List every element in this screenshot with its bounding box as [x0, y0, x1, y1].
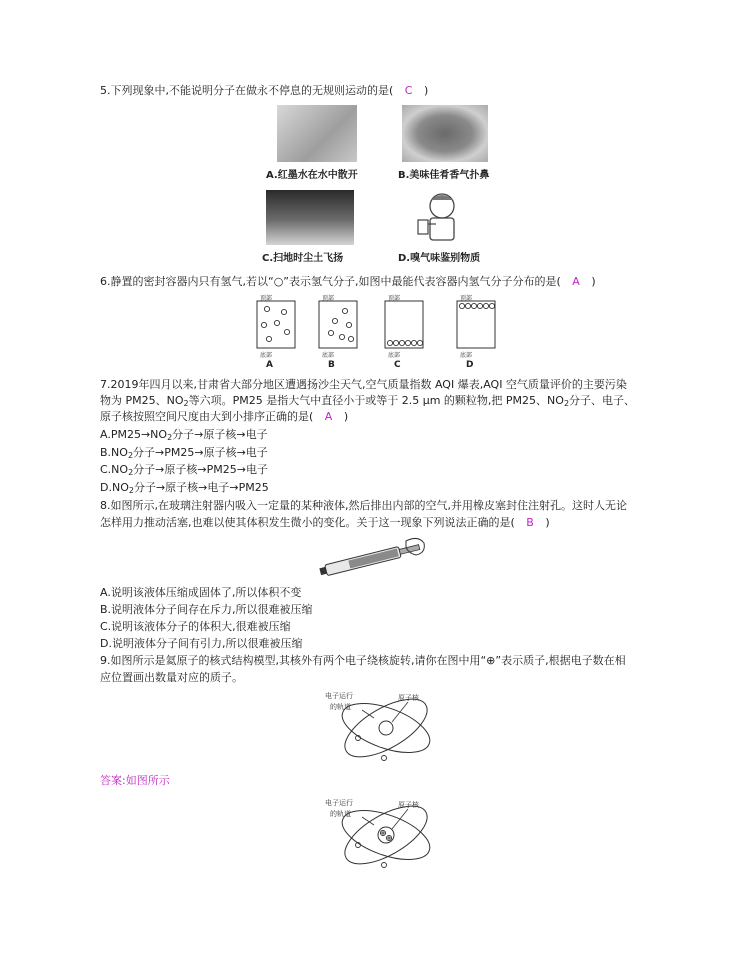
q9-line2: 应位置画出数量对应的质子。: [100, 671, 243, 684]
q5-option-b: B.美味佳肴香气扑鼻: [398, 170, 490, 181]
q5-answer: C: [404, 84, 413, 97]
label-orbit-2: 的轨道: [330, 703, 351, 711]
label-bottom-d: 底部: [460, 352, 473, 359]
q8-option-b: B.说明液体分子间存在斥力,所以很难被压缩: [100, 603, 313, 616]
q8-line1: 8.如图所示,在玻璃注射器内吸入一定量的某种液体,然后排出内部的空气,并用橡皮塞封住注射孔。这时人无论: [100, 499, 627, 512]
q7-answer: A: [324, 410, 333, 423]
q5-option-d: D.嗅气味鉴别物质: [398, 253, 481, 264]
nucleus: [378, 827, 394, 843]
q8-line2: 怎样用力推动活塞,也难以使其体积发生微小的变化。关于这一现象下列说法正确的是( B ): [100, 516, 550, 529]
q7-line1: 7.2019年四月以来,甘肃省大部分地区遭遇扬沙尘天气,空气质量指数 AQI 爆表,AQI 空气质量评价的主要污染: [100, 378, 627, 391]
label-nucleus-answer: 原子核: [398, 801, 419, 809]
letter-b: B: [328, 360, 335, 370]
q5-option-c: C.扫地时尘土飞扬: [262, 253, 344, 264]
label-bottom-b: 底部: [322, 352, 335, 359]
q5-option-a: A.红墨水在水中散开: [266, 170, 358, 181]
label-orbit-1-answer: 电子运行: [325, 799, 353, 807]
q7-option-c: $C.NO_2$分子→原子核→PM25→电子: [100, 463, 268, 477]
label-top-d: 顶部: [460, 295, 473, 302]
electron: [382, 756, 387, 761]
q7-line3: 原子核按照空间尺度由大到小排序正确的是( A ): [100, 410, 349, 423]
q8-option-d: D.说明液体分子间有引力,所以很难被压缩: [100, 637, 303, 650]
q5-stem: 5.下列现象中,不能说明分子在做永不停息的无规则运动的是( C ): [100, 84, 429, 97]
letter-a: A: [266, 360, 273, 370]
label-top-c: 顶部: [388, 295, 401, 302]
q7-option-b: $B.NO_2$分子→PM25→原子核→电子: [100, 446, 268, 460]
q8-option-c: C.说明该液体分子的体积大,很难被压缩: [100, 620, 291, 633]
syringe-illustration: [318, 533, 428, 579]
protons: [380, 830, 391, 840]
label-bottom-c: 底部: [388, 352, 401, 359]
container-a: [257, 301, 295, 348]
q7-line2: 物为 PM25、$NO_2$等六项。PM25 是指大气中直径小于或等于 2.5 μm 的颗粒物,把 PM25、$NO_2$分子、电子、: [100, 394, 636, 408]
label-top-b: 顶部: [322, 295, 335, 302]
illustration-boy-smelling: [412, 190, 474, 246]
label-orbit-2-answer: 的轨道: [330, 810, 351, 818]
q7-option-d: $D.NO_2$分子→原子核→电子→PM25: [100, 481, 269, 495]
q8-option-a: A.说明该液体压缩成固体了,所以体积不变: [100, 586, 302, 599]
photo-sweeping-dust: [266, 190, 354, 245]
q6-containers-figure: [245, 292, 515, 372]
label-orbit-1: 电子运行: [325, 692, 353, 700]
answer-note: 答案:如图所示: [100, 774, 170, 787]
electron: [382, 863, 387, 868]
q6-stem: 6.静置的密封容器内只有氢气,若以“○”表示氢气分子,如图中最能代表容器内氢气分子分布的是( A ): [100, 275, 596, 288]
letter-c: C: [394, 360, 401, 370]
q6-answer: A: [572, 275, 580, 288]
letter-d: D: [466, 360, 474, 370]
q8-answer: B: [526, 516, 534, 529]
nucleus: [379, 721, 393, 735]
label-top-a: 顶部: [260, 295, 273, 302]
photo-red-ink: [277, 105, 357, 162]
q9-line1: 9.如图所示是氦原子的核式结构模型,其核外有两个电子绕核旋转,请你在图中用“⊕”表示质子,根据电子数在相: [100, 654, 626, 667]
q7-option-a: $A.PM25\to NO_2$分子→原子核→电子: [100, 428, 268, 442]
label-bottom-a: 底部: [260, 352, 273, 359]
photo-food-dish: [402, 105, 488, 162]
label-nucleus: 原子核: [398, 694, 419, 702]
